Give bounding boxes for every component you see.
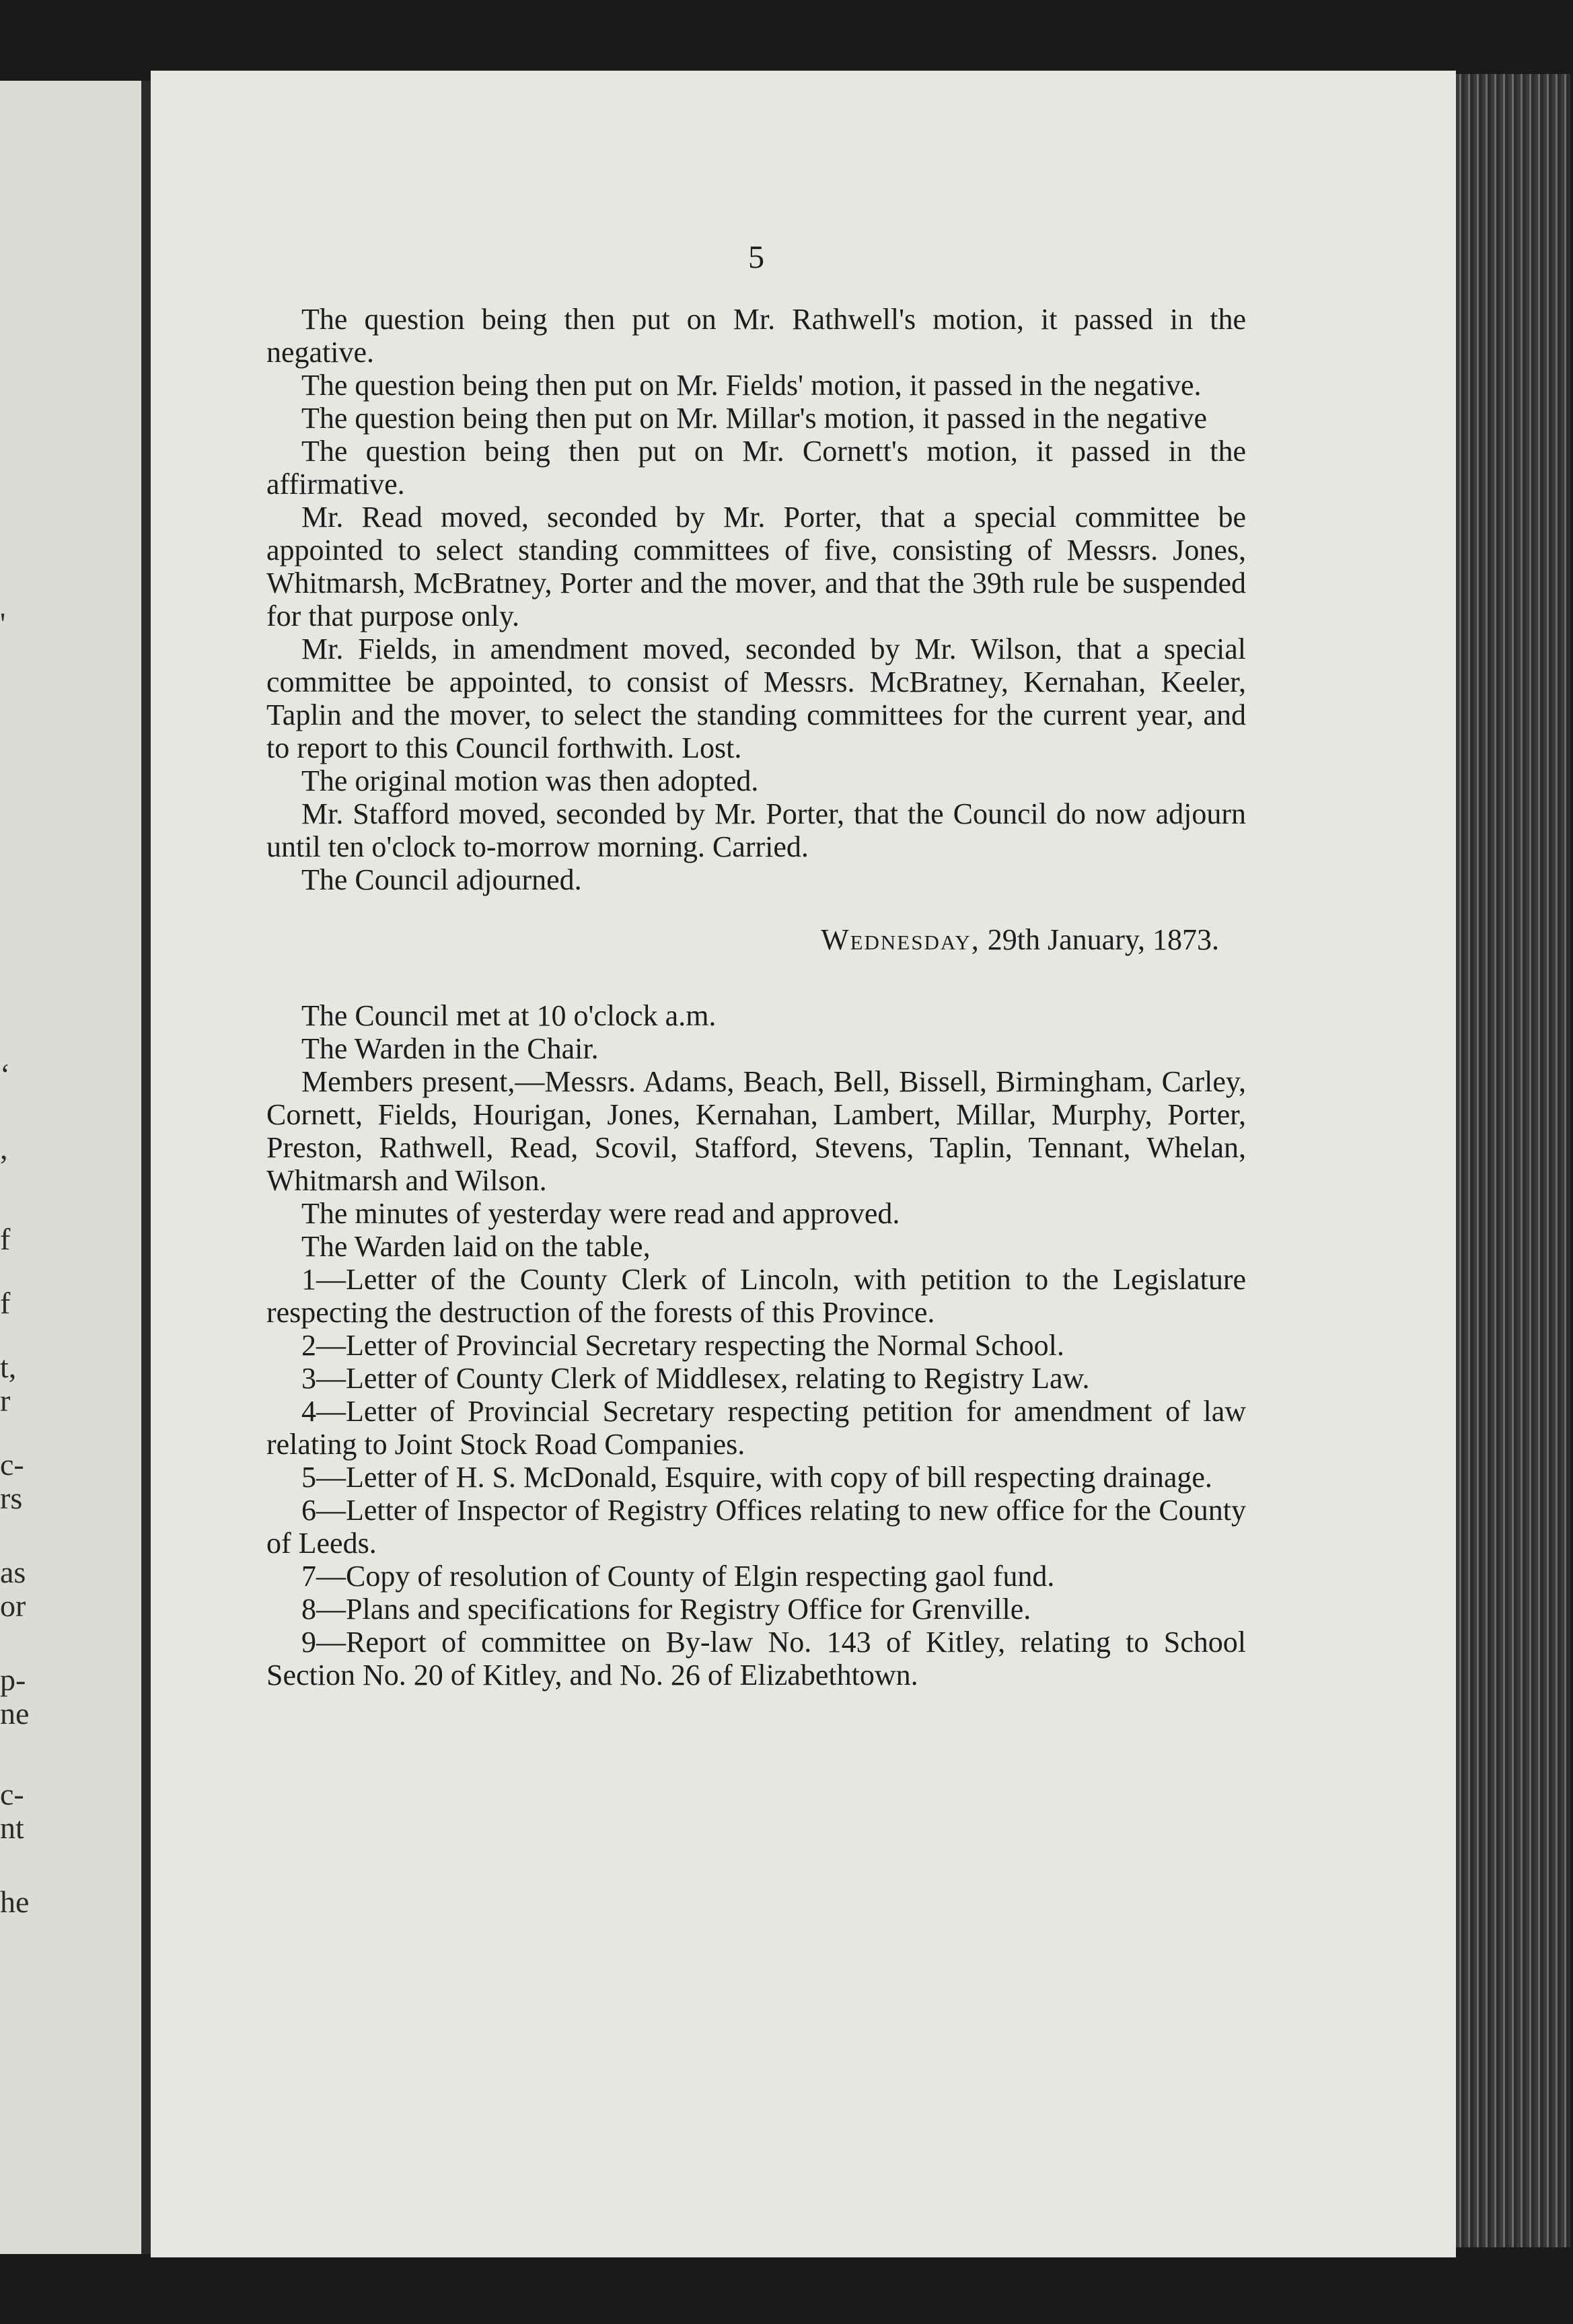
margin-fragment: c-: [0, 1447, 24, 1482]
list-item: 6—Letter of Inspector of Registry Offices relating to new office for the County of Leeds.: [266, 1494, 1246, 1560]
paragraph: The question being then put on Mr. Fields' motion, it passed in the negative.: [301, 369, 1202, 402]
list-item: 9—Report of committee on By-law No. 143 of Kitley, relating to School Section No. 20 of Kitley, and No. 26 of Elizabethtown.: [266, 1626, 1246, 1692]
margin-fragment: or: [0, 1589, 26, 1623]
paragraph: The original motion was then adopted.: [301, 764, 759, 797]
paragraph: The minutes of yesterday were read and approved.: [301, 1197, 900, 1230]
paragraph: The question being then put on Mr. Rathwell's motion, it passed in the negative.: [266, 303, 1246, 369]
margin-fragment: t,: [0, 1350, 17, 1384]
body-text: [266, 303, 1246, 1692]
book-page-edges: [1456, 74, 1570, 2247]
previous-page-edge: [0, 81, 151, 2254]
margin-fragment: f: [0, 1222, 11, 1256]
weekday: Wednesday,: [821, 923, 980, 956]
paragraph: The Council adjourned.: [301, 863, 582, 896]
page-number: 5: [748, 240, 764, 275]
paragraph: The question being then put on Mr. Millar's motion, it passed in the negative: [301, 402, 1208, 435]
list-item: 7—Copy of resolution of County of Elgin respecting gaol fund.: [301, 1560, 1055, 1593]
margin-fragment: ‘: [0, 1057, 11, 1091]
paragraph: The Warden in the Chair.: [301, 1032, 599, 1065]
paragraph: Mr. Read moved, seconded by Mr. Porter, that a special committee be appointed to select standing committees of five, consisting of Messrs. Jones, Whitmarsh, McBratney, Porter and the mover, and that the 39th rule be suspended for that purpose only.: [266, 501, 1246, 632]
margin-fragment: ne: [0, 1696, 30, 1731]
margin-fragment: rs: [0, 1481, 23, 1515]
paragraph: Mr. Stafford moved, seconded by Mr. Porter, that the Council do now adjourn until ten o'clock to-morrow morning. Carried.: [266, 797, 1246, 863]
margin-fragment: r: [0, 1383, 11, 1418]
margin-fragment: ,: [0, 1131, 8, 1165]
list-item: 5—Letter of H. S. McDonald, Esquire, with copy of bill respecting drainage.: [301, 1461, 1212, 1494]
paragraph: Mr. Fields, in amendment moved, seconded by Mr. Wilson, that a special committee be appointed, to consist of Messrs. McBratney, Kernahan, Keeler, Taplin and the mover, to select the standing committees for the current year, and to report to this Council forthwith. Lost.: [266, 632, 1246, 764]
margin-fragment: c-: [0, 1777, 24, 1811]
margin-fragment: p-: [0, 1663, 26, 1697]
list-item: 2—Letter of Provincial Secretary respecting the Normal School.: [301, 1329, 1064, 1362]
list-item: 8—Plans and specifications for Registry Office for Grenville.: [301, 1593, 1031, 1626]
members-present-paragraph: Members present,—Messrs. Adams, Beach, Bell, Bissell, Birmingham, Carley, Cornett, Fields, Hourigan, Jones, Kernahan, Lambert, Millar, Murphy, Porter, Preston, Rathwell, Read, Scovil, Stafford, Stevens, Taplin, Tennant, Whelan, Whitmarsh and Wilson.: [266, 1065, 1246, 1197]
date: 29th January, 1873.: [987, 923, 1219, 956]
session-date-heading: [266, 923, 1246, 956]
margin-fragment: he: [0, 1885, 30, 1919]
list-item: 1—Letter of the County Clerk of Lincoln, with petition to the Legislature respecting the destruction of the forests of this Province.: [266, 1263, 1246, 1329]
paragraph: The Warden laid on the table,: [301, 1230, 651, 1263]
margin-fragment: ': [0, 606, 6, 641]
list-item: 4—Letter of Provincial Secretary respecting petition for amendment of law relating to Joint Stock Road Companies.: [266, 1395, 1246, 1461]
paragraph: The Council met at 10 o'clock a.m.: [301, 999, 717, 1032]
margin-fragment: as: [0, 1555, 26, 1589]
margin-fragment: f: [0, 1286, 11, 1320]
margin-fragment: nt: [0, 1811, 24, 1845]
paragraph: The question being then put on Mr. Cornett's motion, it passed in the affirmative.: [266, 435, 1246, 501]
list-item: 3—Letter of County Clerk of Middlesex, relating to Registry Law.: [301, 1362, 1090, 1395]
